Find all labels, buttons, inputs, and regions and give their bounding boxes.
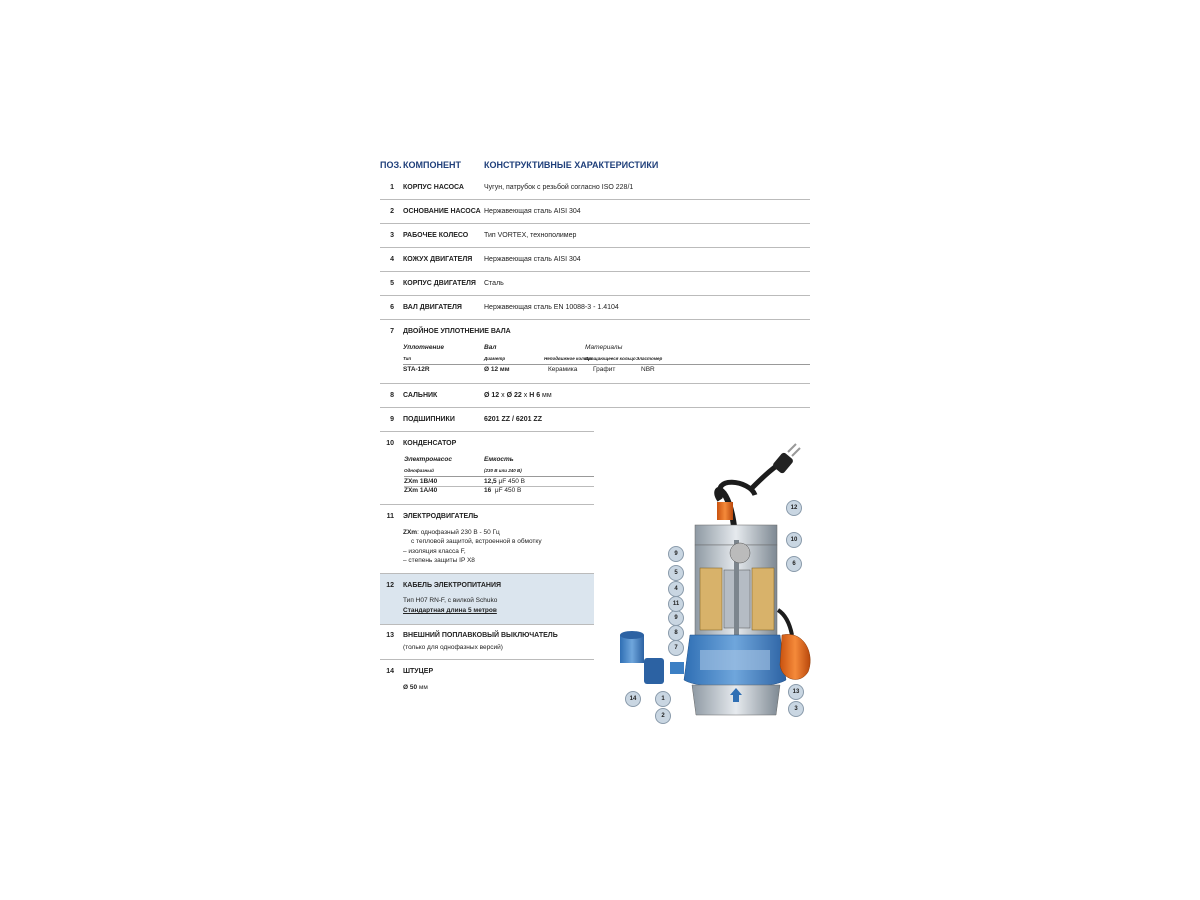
callout-5: 5 (668, 565, 684, 581)
fitting (620, 635, 644, 663)
gland-d2: Ø 22 (506, 392, 522, 399)
row-component: КОРПУС НАСОСА (403, 184, 464, 191)
row-number: 5 (390, 280, 394, 287)
gland-x2: x (523, 392, 528, 399)
callout-13: 13 (788, 684, 804, 700)
callout-12: 12 (786, 500, 802, 516)
motor-zxm: ZXm (403, 529, 418, 536)
divider (404, 476, 594, 477)
divider (380, 199, 810, 200)
cable-line1: Тип H07 RN-F, с вилкой Schuko (403, 597, 498, 604)
row-spec: 6201 ZZ / 6201 ZZ (484, 416, 542, 423)
capacitor-model: ZXm 1B/40 (404, 478, 438, 485)
winding-right (752, 568, 774, 630)
row-number: 4 (390, 256, 394, 263)
row-number: 1 (390, 184, 394, 191)
header-pos: ПОЗ. (380, 160, 402, 170)
gland-x1: x (501, 392, 505, 399)
row-component: ПОДШИПНИКИ (403, 416, 455, 423)
row-number: 14 (386, 668, 394, 675)
row-component: ВАЛ ДВИГАТЕЛЯ (403, 304, 462, 311)
row-component: РАБОЧЕЕ КОЛЕСО (403, 232, 469, 239)
fitting-elbow (644, 658, 664, 684)
seal-col-seal: Уплотнение (403, 344, 444, 351)
seal-rotating-ring: Графит (593, 366, 616, 373)
callout-14: 14 (625, 691, 641, 707)
seal-sub-type: Тип (403, 356, 412, 361)
divider (380, 624, 594, 625)
callout-6: 6 (786, 556, 802, 572)
motor-line1-text: : однофазный 230 В - 50 Гц (417, 529, 500, 536)
seal-diameter: Ø 12 мм (484, 366, 510, 373)
seal-col-shaft: Вал (484, 344, 497, 351)
gland-h: H 6 (529, 392, 541, 399)
capacitor-model: ZXm 1A/40 (404, 487, 438, 494)
divider (380, 504, 594, 505)
row-spec: Нержавеющая сталь AISI 304 (484, 256, 581, 263)
row-number: 8 (390, 392, 394, 399)
seal-sub-rotating: Вращающееся кольцо (585, 356, 636, 361)
row-spec: Нержавеющая сталь EN 10088-3 - 1.4104 (484, 304, 619, 311)
capacitor-value-row (484, 487, 521, 494)
row-component: ЭЛЕКТРОДВИГАТЕЛЬ (403, 513, 479, 520)
seal-sub-elastomer: Эластомер (636, 356, 663, 361)
row-number: 3 (390, 232, 394, 239)
capacitor-unit: μF 450 В (498, 478, 525, 485)
callout-9b: 9 (668, 610, 684, 626)
capacitor-sub-voltage: (230 В или 240 В) (484, 468, 522, 473)
seal-col-materials: Материалы (585, 344, 623, 351)
cable-gland-cap (717, 502, 733, 520)
divider (403, 364, 810, 365)
row-component: КОНДЕНСАТОР (403, 440, 457, 447)
row-number: 7 (390, 328, 394, 335)
divider (380, 295, 810, 296)
callout-9: 9 (668, 546, 684, 562)
callout-7: 7 (668, 640, 684, 656)
row-component: ШТУЦЕР (403, 668, 434, 675)
row-number: 6 (390, 304, 394, 311)
row-number: 11 (386, 513, 394, 520)
seal-sub-fixed: Неподвижное кольцо (544, 356, 593, 361)
divider (380, 431, 594, 432)
motor-line2: с тепловой защитой, встроенной в обмотку (411, 538, 542, 545)
seal-sub-diameter: Диаметр (484, 356, 506, 361)
capacitor-col-pump: Электронасос (404, 456, 453, 463)
capacitor-sub-phase: Однофазный (404, 468, 434, 473)
motor-line3: – изоляция класса F, (403, 548, 466, 555)
gland-unit: мм (542, 392, 552, 399)
seal-fixed-ring: Керамика (548, 366, 578, 373)
row-spec: Тип VORTEX, технополимер (484, 232, 577, 239)
callout-4: 4 (668, 581, 684, 597)
motor-line4: – степень защиты IP X8 (403, 557, 475, 564)
header-component: КОМПОНЕНТ (403, 160, 461, 170)
divider (380, 223, 810, 224)
capacitor-value: 16 (484, 487, 492, 494)
motor-line1 (403, 529, 500, 536)
capacitor-value: 12,5 (484, 478, 497, 485)
outlet (670, 662, 684, 674)
seal-elastomer: NBR (641, 366, 655, 373)
gland-d1: Ø 12 (484, 392, 500, 399)
row-spec: Нержавеющая сталь AISI 304 (484, 208, 581, 215)
row-number: 12 (386, 582, 394, 589)
header-characteristics: КОНСТРУКТИВНЫЕ ХАРАКТЕРИСТИКИ (484, 160, 659, 170)
divider (380, 319, 810, 320)
row-component: САЛЬНИК (403, 392, 438, 399)
fitting-value-row (403, 684, 428, 691)
plug-icon (772, 444, 800, 474)
row-spec (484, 392, 552, 399)
row-component: ОСНОВАНИЕ НАСОСА (403, 208, 481, 215)
impeller-chamber (700, 650, 770, 670)
row-spec: Сталь (484, 280, 504, 287)
winding-left (700, 568, 722, 630)
row-component: ВНЕШНИЙ ПОПЛАВКОВЫЙ ВЫКЛЮЧАТЕЛЬ (403, 632, 558, 639)
divider (380, 271, 810, 272)
fitting-unit: мм (418, 684, 428, 691)
float-line1: (только для однофазных версий) (403, 644, 503, 651)
capacitor (730, 543, 750, 563)
divider (380, 383, 810, 384)
capacitor-col-capacity: Емкость (484, 456, 514, 463)
fitting-value: Ø 50 (403, 684, 418, 691)
divider (380, 247, 810, 248)
divider (380, 407, 810, 408)
row-spec: Чугун, патрубок с резьбой согласно ISO 228/1 (484, 184, 634, 191)
row-number: 13 (386, 632, 394, 639)
cable-line2: Стандартная длина 5 метров (403, 607, 497, 614)
float-switch (780, 634, 810, 679)
row-number: 9 (390, 416, 394, 423)
callout-10: 10 (786, 532, 802, 548)
callout-2: 2 (655, 708, 671, 724)
callout-8: 8 (668, 625, 684, 641)
callout-3: 3 (788, 701, 804, 717)
row-component: КОРПУС ДВИГАТЕЛЯ (403, 280, 476, 287)
capacitor-value-row (484, 478, 525, 485)
row-component: КОЖУХ ДВИГАТЕЛЯ (403, 256, 473, 263)
row-number: 2 (390, 208, 394, 215)
callout-11: 11 (668, 596, 684, 612)
pump-diagram (600, 440, 820, 730)
row-number: 10 (386, 440, 394, 447)
seal-type: STA-12R (403, 366, 430, 373)
divider (380, 659, 594, 660)
capacitor-unit: μF 450 В (494, 487, 522, 494)
row-component: КАБЕЛЬ ЭЛЕКТРОПИТАНИЯ (403, 582, 502, 589)
row-component: ДВОЙНОЕ УПЛОТНЕНИЕ ВАЛА (403, 328, 511, 335)
callout-1: 1 (655, 691, 671, 707)
